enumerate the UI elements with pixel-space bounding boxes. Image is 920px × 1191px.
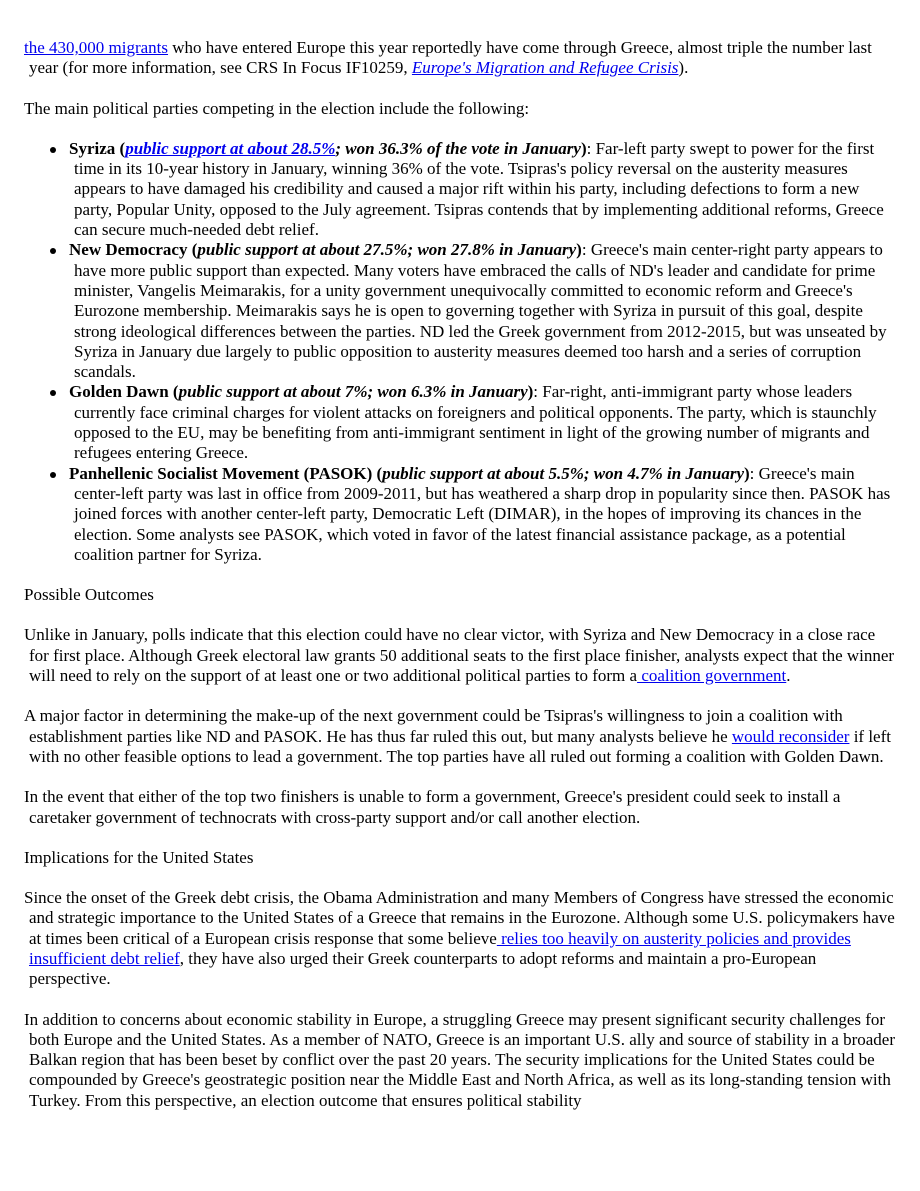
implications-paragraph-1: Since the onset of the Greek debt crisis, the Obama Administration and many Members of Congress have stressed the economic and strategic importance to the United States of a Greece that remains in the Eurozone. Although some U.S. policymakers have at times been critical of a European crisis response that some believe relies too heavily on austerity policies and provides insufficient debt relief, they have also urged their Greek counterparts to adopt reforms and maintain a pro-European perspective. — [24, 888, 895, 989]
party-support: public support at about 7%; won 6.3% in January — [178, 382, 528, 402]
list-item-syriza: Syriza (public support at about 28.5%; won 36.3% of the vote in January): Far-left party swept to power for the first time in its 10-year history in January, winning 36% of the vote. Tsipras's policy reversal on the austerity measures appears to have damaged his credibility and caused a major rift within his party, including defections to form a new party, Popular Unity, opposed to the July agreement. Tsipras contends that by implementing additional reforms, Greece can secure much-needed debt relief. — [69, 139, 898, 240]
party-support: public support at about 5.5%; won 4.7% in January — [382, 463, 744, 483]
outcomes-paragraph-3: In the event that either of the top two finishers is unable to form a government, Greece's president could seek to install a caretaker government of technocrats with cross-party support and/or call another election. — [24, 787, 841, 827]
bullet-icon — [50, 248, 56, 254]
outcomes-paragraph-1: Unlike in January, polls indicate that this election could have no clear victor, with Syriza and New Democracy in a close race for first place. Although Greek electoral law grants 50 additional seats to the first place finisher, analysts expect that the winner will need to rely on the support of at least one or two additional political parties to form a coalition government. — [24, 625, 895, 686]
list-item-pasok: Panhellenic Socialist Movement (PASOK) (public support at about 5.5%; won 4.7% in January): Greece's main center-left party was last in office from 2009-2011, but has weathered a sharp drop in popularity since then. PASOK has joined forces with another center-left party, Democratic Left (DIMAR), in the hopes of improving its chances in the election. Some analysts see PASOK, which voted in favor of the latest financial assistance package, as a potential coalition partner for Syriza. — [69, 464, 898, 565]
implications-paragraph-2: In addition to concerns about economic stability in Europe, a struggling Greece may present significant security challenges for both Europe and the United States. As a member of NATO, Greece is an important U.S. ally and source of stability in a broader Balkan region that has been beset by conflict over the past 20 years. The security implications for the United States could be compounded by Greece's geostrategic position near the Middle East and North Africa, as well as its long-standing tension with Turkey. From this perspective, an election outcome that ensures political stability — [24, 1009, 895, 1110]
party-description: : Greece's main center-right party appears to have more public support than expected. Many voters have embraced the calls of ND's leader and candidate for prime minister, Vangelis Meimarakis, for a unity government unequivocally committed to economic reform and Greece's Eurozone membership. Meimarakis says he is open to governing together with Syriza in pursuit of this goal, despite strong ideological differences between the parties. ND led the Greek government from 2012-2015, but was unseated by Syriza in January due largely to public opposition to austerity measures deemed too harsh and a series of corruption scandals. — [74, 240, 887, 382]
bullet-icon — [50, 390, 56, 396]
intro-paragraph — [24, 38, 898, 79]
migrants-link[interactable]: the 430,000 migrants — [24, 38, 169, 57]
party-description: : Far-right, anti-immigrant party whose leaders currently face criminal charges for violent attacks on foreigners and political opponents. The party, which is staunchly opposed to the EU, may be benefiting from anti-immigrant sentiment in light of the growing number of migrants and refugees entering Greece. — [74, 382, 877, 463]
party-name: New Democracy — [69, 240, 188, 260]
party-support: public support at about 27.5%; won 27.8% in January — [197, 240, 577, 260]
intro-text-end: ). — [678, 58, 689, 78]
party-support: ; won 36.3% of the vote in January — [335, 138, 581, 158]
party-name: Panhellenic Socialist Movement (PASOK) — [69, 463, 373, 483]
would-reconsider-link[interactable]: would reconsider — [731, 726, 850, 746]
parties-list — [24, 139, 898, 565]
list-item-new-democracy: New Democracy (public support at about 27.5%; won 27.8% in January): Greece's main center-right party appears to have more public support than expected. Many voters have embraced the calls of ND's leader and candidate for prime minister, Vangelis Meimarakis, for a unity government unequivocally committed to economic reform and Greece's Eurozone membership. Meimarakis says he is open to governing together with Syriza in pursuit of this goal, despite strong ideological differences between the parties. ND led the Greek government from 2012-2015, but was unseated by Syriza in January due largely to public opposition to austerity measures deemed too harsh and a series of corruption scandals. — [69, 240, 898, 382]
outcomes-heading: Possible Outcomes — [24, 585, 154, 605]
parties-intro: The main political parties competing in the election include the following: — [24, 98, 530, 118]
bullet-icon — [50, 147, 56, 153]
party-name: Golden Dawn — [69, 382, 169, 402]
party-name: Syriza — [69, 138, 116, 158]
intro-text: who have entered Europe this year reportedly have come through Greece, almost triple the number last year (for more information, see CRS In Focus IF10259, — [29, 38, 872, 78]
bullet-icon — [50, 472, 56, 478]
party-description: : Greece's main center-left party was last in office from 2009-2011, but has weathered a sharp drop in popularity since then. PASOK has joined forces with another center-left party, Democratic Left (DIMAR), in the hopes of improving its chances in the election. Some analysts see PASOK, which voted in favor of the latest financial assistance package, as a potential coalition partner for Syriza. — [74, 463, 891, 564]
outcomes-paragraph-2: A major factor in determining the make-up of the next government could be Tsipras's willingness to join a coalition with establishment parties like ND and PASOK. He has thus far ruled this out, but many analysts believe he would reconsider if left with no other feasible options to lead a government. The top parties have all ruled out forming a coalition with Golden Dawn. — [24, 706, 891, 766]
syriza-support-link[interactable]: public support at about 28.5% — [125, 138, 336, 158]
austerity-policies-link[interactable]: relies too heavily on austerity policies and provides insufficient debt relief — [29, 928, 851, 968]
implications-heading: Implications for the United States — [24, 847, 254, 867]
list-item-golden-dawn: Golden Dawn (public support at about 7%; won 6.3% in January): Far-right, anti-immigrant party whose leaders currently face criminal charges for violent attacks on foreigners and political opponents. The party, which is staunchly opposed to the EU, may be benefiting from anti-immigrant sentiment in light of the growing number of migrants and refugees entering Greece. — [69, 382, 898, 463]
migration-crisis-link[interactable]: Europe's Migration and Refugee Crisis — [411, 58, 679, 78]
coalition-government-link[interactable]: coalition government — [637, 666, 787, 686]
party-description: : Far-left party swept to power for the first time in its 10-year history in January, winning 36% of the vote. Tsipras's policy reversal on the austerity measures appears to have damaged his credibility and caused a major rift within his party, including defections to form a new party, Popular Unity, opposed to the July agreement. Tsipras contends that by implementing additional reforms, Greece can secure much-needed debt relief. — [74, 138, 884, 240]
